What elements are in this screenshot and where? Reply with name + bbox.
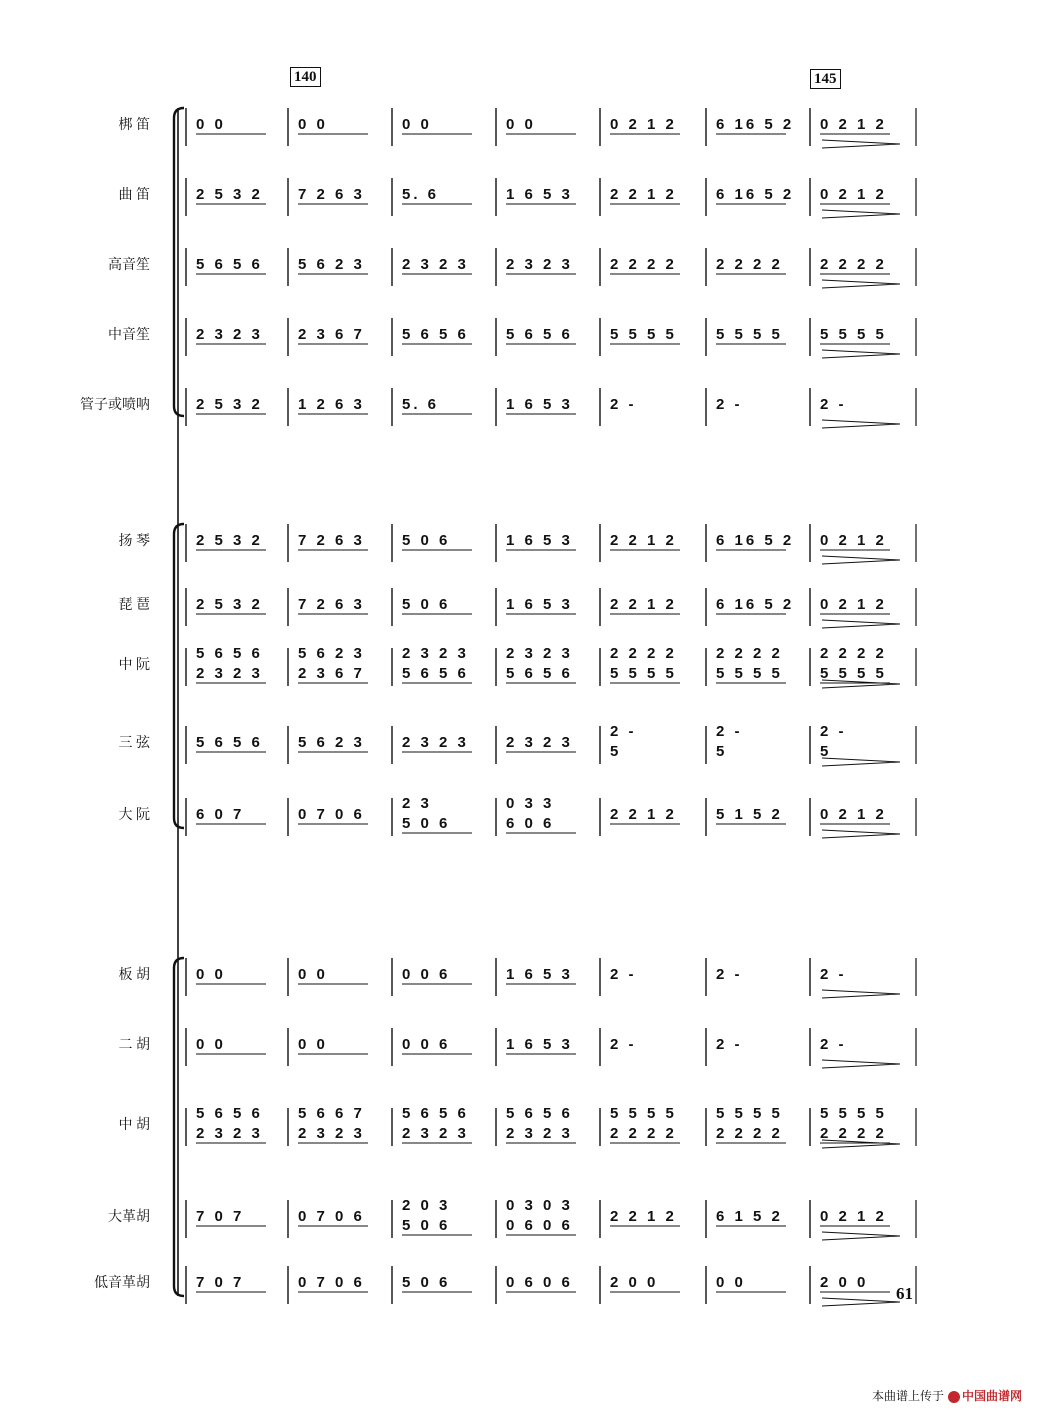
measure-notes: 2 5 3 2 xyxy=(196,596,263,613)
measure-notes: 1 6 5 3 xyxy=(506,396,573,413)
measure-notes: 5 5 5 5 xyxy=(610,1105,677,1122)
hairpin-mark xyxy=(822,140,900,148)
measure-notes: 2 2 2 2 xyxy=(610,256,677,273)
measure-notes: 2 3 6 7 xyxy=(298,326,365,343)
measure-notes: 5 5 5 5 xyxy=(610,326,677,343)
measure-notes: 5 6 5 6 xyxy=(196,256,263,273)
measure-notes: 0 2 1 2 xyxy=(820,806,887,823)
measure-notes: 0 3 0 3 xyxy=(506,1197,573,1214)
measure-notes: 6 1 5 2 xyxy=(716,1208,783,1225)
hairpin-mark xyxy=(822,1060,900,1068)
measure-notes: 5 6 2 3 xyxy=(298,734,365,751)
measure-notes-lower: 2 3 6 7 xyxy=(298,665,365,682)
rehearsal-mark-145: 145 xyxy=(810,69,841,89)
hairpin-mark xyxy=(822,350,900,358)
measure-notes-lower: 5 0 6 xyxy=(402,1217,451,1234)
measure-notes-lower: 5 xyxy=(820,743,832,760)
instrument-label: 大革胡 xyxy=(108,1210,150,1225)
measure-notes: 7 0 7 xyxy=(196,1208,245,1225)
hairpin-mark xyxy=(822,1298,900,1306)
measure-notes: 5 1 5 2 xyxy=(716,806,783,823)
measure-notes: 2 3 2 3 xyxy=(402,645,469,662)
measure-notes: 6 0 7 xyxy=(196,806,245,823)
measure-notes: 0 6 0 6 xyxy=(506,1274,573,1291)
measure-notes: 5 6 5 6 xyxy=(196,645,263,662)
measure-notes: 1 6 5 3 xyxy=(506,1036,573,1053)
measure-notes: 0 0 xyxy=(196,116,226,133)
measure-notes: 7 2 6 3 xyxy=(298,532,365,549)
measure-notes: 5 5 5 5 xyxy=(716,1105,783,1122)
measure-notes: 6 16 5 2 xyxy=(716,186,795,203)
measure-notes: 2 - xyxy=(820,966,847,983)
measure-notes: 0 2 1 2 xyxy=(820,532,887,549)
measure-notes: 0 3 3 xyxy=(506,795,555,812)
section-bracket xyxy=(174,524,184,828)
measure-notes-lower: 2 3 2 3 xyxy=(506,1125,573,1142)
measure-notes: 2 - xyxy=(820,1036,847,1053)
instrument-label: 中 阮 xyxy=(118,658,150,673)
page-number: 61 xyxy=(896,1284,913,1303)
instrument-label: 中 胡 xyxy=(118,1118,150,1133)
measure-notes: 0 2 1 2 xyxy=(820,1208,887,1225)
measure-notes: 1 6 5 3 xyxy=(506,966,573,983)
site-logo-text: 中国曲谱网 xyxy=(961,1389,1022,1403)
measure-notes: 0 2 1 2 xyxy=(610,116,677,133)
measure-notes-lower: 5 5 5 5 xyxy=(610,665,677,682)
measure-notes-lower: 2 3 2 3 xyxy=(196,665,263,682)
measure-notes-lower: 2 3 2 3 xyxy=(298,1125,365,1142)
measure-notes: 5 6 6 7 xyxy=(298,1105,365,1122)
measure-notes: 5 6 5 6 xyxy=(506,326,573,343)
measure-notes: 2 0 0 xyxy=(610,1274,659,1291)
measure-notes: 2 0 0 xyxy=(820,1274,869,1291)
measure-notes: 2 2 1 2 xyxy=(610,806,677,823)
measure-notes: 2 5 3 2 xyxy=(196,186,263,203)
measure-notes-lower: 5 6 5 6 xyxy=(506,665,573,682)
measure-notes: 0 0 xyxy=(298,966,328,983)
measure-notes: 2 3 2 3 xyxy=(506,734,573,751)
measure-notes: 5 5 5 5 xyxy=(820,326,887,343)
rehearsal-mark-140: 140 xyxy=(290,67,321,87)
measure-notes: 2 2 1 2 xyxy=(610,186,677,203)
footer-note xyxy=(872,1387,1022,1404)
measure-notes-lower: 2 2 2 2 xyxy=(610,1125,677,1142)
measure-notes: 1 6 5 3 xyxy=(506,596,573,613)
measure-notes: 5 6 2 3 xyxy=(298,645,365,662)
instrument-label: 扬 琴 xyxy=(118,534,150,549)
measure-notes: 5. 6 xyxy=(402,186,440,203)
instrument-label: 曲 笛 xyxy=(118,188,150,203)
measure-notes: 1 2 6 3 xyxy=(298,396,365,413)
measure-notes: 2 3 2 3 xyxy=(196,326,263,343)
measure-notes-lower: 2 2 2 2 xyxy=(716,1125,783,1142)
measure-notes: 5 6 5 6 xyxy=(506,1105,573,1122)
instrument-label: 中音笙 xyxy=(108,328,150,343)
instrument-label: 板 胡 xyxy=(118,968,150,983)
measure-notes: 5. 6 xyxy=(402,396,440,413)
measure-notes: 2 - xyxy=(716,1036,743,1053)
hairpin-mark xyxy=(822,758,900,766)
measure-notes: 5 0 6 xyxy=(402,596,451,613)
measure-notes: 2 2 2 2 xyxy=(716,645,783,662)
measure-notes-lower: 5 xyxy=(716,743,728,760)
site-logo-icon xyxy=(948,1391,960,1403)
section-bracket xyxy=(174,108,184,416)
measure-notes: 2 5 3 2 xyxy=(196,396,263,413)
instrument-label: 高音笙 xyxy=(108,258,150,273)
measure-notes: 0 0 xyxy=(298,116,328,133)
measure-notes: 2 - xyxy=(610,723,637,740)
measure-notes-lower: 2 3 2 3 xyxy=(196,1125,263,1142)
measure-notes: 5 6 5 6 xyxy=(402,1105,469,1122)
measure-notes: 2 3 2 3 xyxy=(506,645,573,662)
measure-notes: 6 16 5 2 xyxy=(716,116,795,133)
measure-notes: 7 2 6 3 xyxy=(298,186,365,203)
measure-notes-lower: 0 6 0 6 xyxy=(506,1217,573,1234)
measure-notes: 0 7 0 6 xyxy=(298,1208,365,1225)
measure-notes: 0 7 0 6 xyxy=(298,1274,365,1291)
measure-notes: 6 16 5 2 xyxy=(716,532,795,549)
measure-notes: 5 6 5 6 xyxy=(196,1105,263,1122)
measure-notes: 5 6 5 6 xyxy=(402,326,469,343)
measure-notes-lower: 6 0 6 xyxy=(506,815,555,832)
measure-notes: 2 0 3 xyxy=(402,1197,451,1214)
measure-notes: 2 2 1 2 xyxy=(610,1208,677,1225)
measure-notes: 2 3 xyxy=(402,795,432,812)
hairpin-mark xyxy=(822,210,900,218)
hairpin-mark xyxy=(822,1232,900,1240)
measure-notes: 0 0 xyxy=(298,1036,328,1053)
measure-notes: 0 0 xyxy=(196,1036,226,1053)
measure-notes: 2 3 2 3 xyxy=(402,256,469,273)
measure-notes-lower: 5 0 6 xyxy=(402,815,451,832)
measure-notes: 2 5 3 2 xyxy=(196,532,263,549)
measure-notes: 0 2 1 2 xyxy=(820,596,887,613)
measure-notes: 5 0 6 xyxy=(402,532,451,549)
measure-notes: 5 6 2 3 xyxy=(298,256,365,273)
section-bracket xyxy=(174,958,184,1296)
measure-notes: 2 - xyxy=(610,396,637,413)
upload-text: 本曲谱上传于 xyxy=(871,1389,944,1403)
site-logo xyxy=(948,1387,1022,1404)
measure-notes: 2 3 2 3 xyxy=(506,256,573,273)
measure-notes: 0 0 xyxy=(402,116,432,133)
hairpin-mark xyxy=(822,280,900,288)
measure-notes-lower: 5 5 5 5 xyxy=(716,665,783,682)
instrument-label: 低音革胡 xyxy=(94,1276,150,1291)
measure-notes: 2 3 2 3 xyxy=(402,734,469,751)
measure-notes: 0 0 xyxy=(506,116,536,133)
measure-notes: 0 0 6 xyxy=(402,1036,451,1053)
measure-notes: 0 7 0 6 xyxy=(298,806,365,823)
measure-notes-lower: 2 3 2 3 xyxy=(402,1125,469,1142)
measure-notes-lower: 2 2 2 2 xyxy=(820,1125,887,1142)
instrument-label: 琵 琶 xyxy=(118,598,150,613)
hairpin-mark xyxy=(822,420,900,428)
measure-notes: 2 2 2 2 xyxy=(820,645,887,662)
measure-notes: 5 5 5 5 xyxy=(820,1105,887,1122)
instrument-label: 梆 笛 xyxy=(118,118,150,133)
hairpin-mark xyxy=(822,620,900,628)
measure-notes-lower: 5 6 5 6 xyxy=(402,665,469,682)
measure-notes: 5 5 5 5 xyxy=(716,326,783,343)
instrument-label: 管子或喷呐 xyxy=(80,398,150,413)
measure-notes: 7 2 6 3 xyxy=(298,596,365,613)
measure-notes: 7 0 7 xyxy=(196,1274,245,1291)
measure-notes: 2 2 2 2 xyxy=(610,645,677,662)
measure-notes: 5 6 5 6 xyxy=(196,734,263,751)
instrument-label: 三 弦 xyxy=(118,736,150,751)
hairpin-mark xyxy=(822,830,900,838)
measure-notes: 0 0 6 xyxy=(402,966,451,983)
measure-notes: 2 - xyxy=(610,1036,637,1053)
measure-notes: 2 - xyxy=(820,723,847,740)
measure-notes: 2 - xyxy=(820,396,847,413)
measure-notes: 2 - xyxy=(610,966,637,983)
measure-notes: 6 16 5 2 xyxy=(716,596,795,613)
measure-notes: 5 0 6 xyxy=(402,1274,451,1291)
measure-notes-lower: 5 xyxy=(610,743,622,760)
instrument-label: 二 胡 xyxy=(118,1038,150,1053)
measure-notes: 0 2 1 2 xyxy=(820,186,887,203)
hairpin-mark xyxy=(822,556,900,564)
instrument-label: 大 阮 xyxy=(118,808,150,823)
measure-notes: 1 6 5 3 xyxy=(506,532,573,549)
measure-notes: 2 - xyxy=(716,723,743,740)
measure-notes: 0 0 xyxy=(196,966,226,983)
measure-notes: 2 2 1 2 xyxy=(610,532,677,549)
measure-notes: 0 0 xyxy=(716,1274,746,1291)
measure-notes: 2 2 2 2 xyxy=(820,256,887,273)
measure-notes: 2 - xyxy=(716,396,743,413)
measure-notes: 2 2 2 2 xyxy=(716,256,783,273)
measure-notes: 0 2 1 2 xyxy=(820,116,887,133)
measure-notes: 2 - xyxy=(716,966,743,983)
hairpin-mark xyxy=(822,990,900,998)
measure-notes-lower: 5 5 5 5 xyxy=(820,665,887,682)
measure-notes: 1 6 5 3 xyxy=(506,186,573,203)
measure-notes: 2 2 1 2 xyxy=(610,596,677,613)
